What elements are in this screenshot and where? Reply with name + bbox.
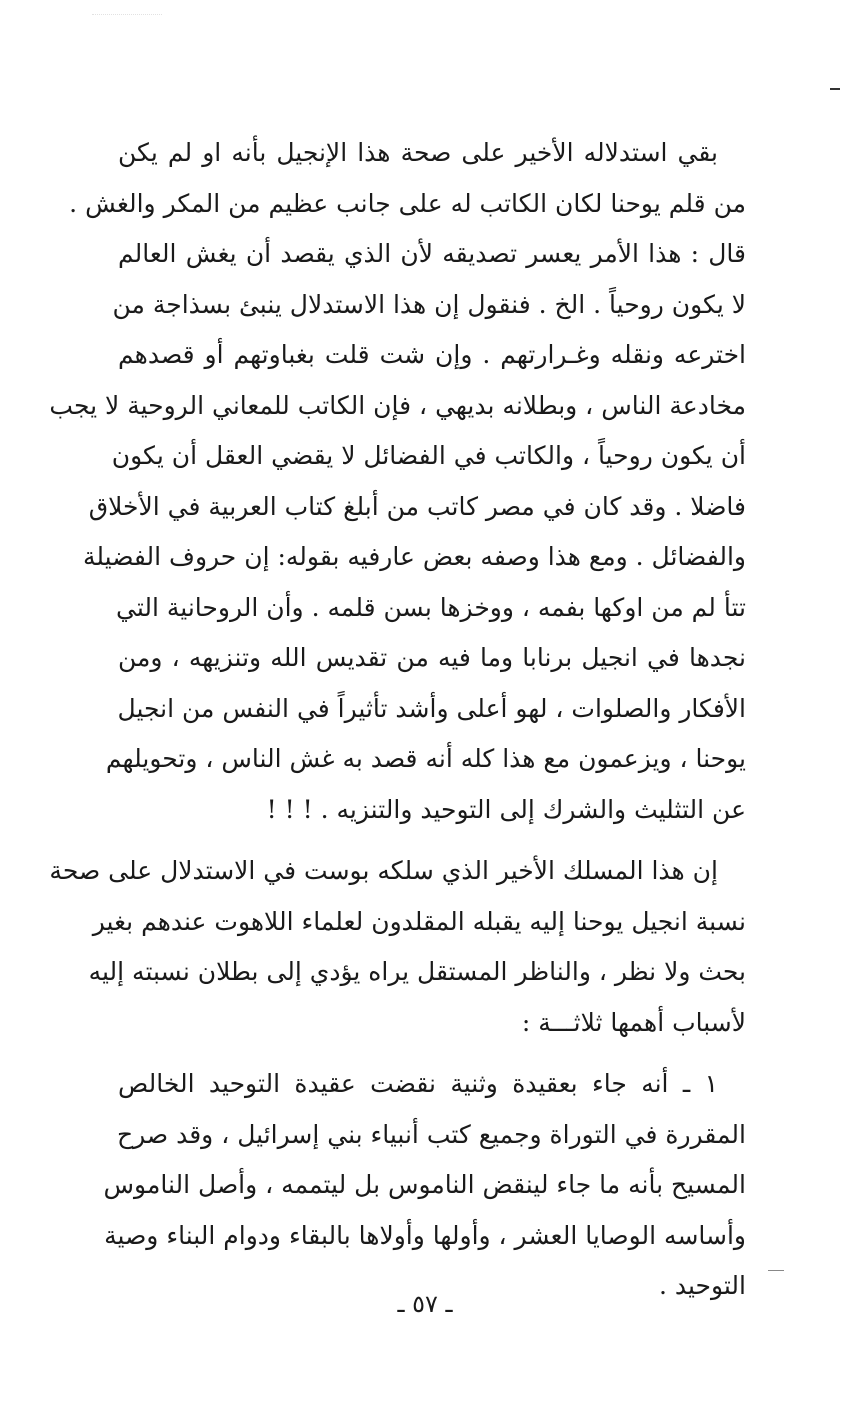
text-line: بحث ولا نظر ، والناظر المستقل يراه يؤدي إلى بطلان نسبته إليه	[88, 957, 746, 986]
text-line: ١ ـ أنه جاء بعقيدة وثنية نقضت عقيدة التوحيد الخالص	[118, 1069, 718, 1098]
paragraph-3	[103, 1059, 746, 1312]
text-line: المقررة في التوراة وجميع كتب أنبياء بني إسرائيل ، وقد صرح	[117, 1119, 746, 1149]
text-line: يوحنا ، ويزعمون مع هذا كله أنه قصد به غش الناس ، وتحويلهم	[105, 744, 746, 773]
paragraph-2	[49, 846, 746, 1048]
page-number: ـ ٥٧ ـ	[397, 1290, 453, 1318]
text-line: الأفكار والصلوات ، لهو أعلى وأشد تأثيراً في النفس من انجيل	[117, 693, 746, 723]
scan-corner-mark	[830, 88, 840, 90]
text-line: تتأ لم من اوكها بفمه ، ووخزها بسن قلمه . وأن الروحانية التي	[116, 592, 746, 622]
text-line: لا يكون روحياً . الخ . فنقول إن هذا الاستدلال ينبئ بسذاجة من	[112, 289, 746, 319]
text-line: مخادعة الناس ، وبطلانه بديهي ، فإن الكاتب للمعاني الروحية لا يجب	[49, 390, 746, 420]
scan-speck	[92, 14, 162, 23]
text-line: والفضائل . ومع هذا وصفه بعض عارفيه بقوله: إن حروف الفضيلة	[82, 542, 746, 571]
text-line: لأسباب أهمها ثلاثـــة :	[521, 1007, 746, 1037]
paragraph-1	[49, 128, 746, 835]
scan-dash-mark	[768, 1270, 784, 1271]
text-line: أن يكون روحياً ، والكاتب في الفضائل لا يقضي العقل أن يكون	[111, 441, 746, 470]
text-line: فاضلا . وقد كان في مصر كاتب من أبلغ كتاب العربية في الأخلاق	[88, 491, 746, 521]
text-line: عن التثليث والشرك إلى التوحيد والتنزيه . ! ! !	[266, 794, 746, 824]
text-line: بقي استدلاله الأخير على صحة هذا الإنجيل بأنه او لم يكن	[118, 138, 718, 167]
text-line: اخترعه ونقله وغـرارتهم . وإن شت قلت بغباوتهم أو قصدهم	[118, 340, 746, 369]
text-line: من قلم يوحنا لكان الكاتب له على جانب عظيم من المكر والغش .	[69, 188, 746, 218]
text-line: نجدها في انجيل برنابا وما فيه من تقديس الله وتنزيهه ، ومن	[118, 643, 746, 672]
text-line: المسيح بأنه ما جاء لينقض الناموس بل ليتممه ، وأصل الناموس	[103, 1170, 746, 1199]
text-line: وأساسه الوصايا العشر ، وأولها وأولاها بالبقاء ودوام البناء وصية	[104, 1220, 746, 1250]
page-body	[49, 128, 746, 1312]
text-line: إن هذا المسلك الأخير الذي سلكه بوست في الاستدلال على صحة	[49, 856, 718, 885]
text-line: التوحيد .	[658, 1271, 746, 1300]
text-line: قال : هذا الأمر يعسر تصديقه لأن الذي يقصد أن يغش العالم	[118, 239, 746, 268]
text-line: نسبة انجيل يوحنا إليه يقبله المقلدون لعلماء اللاهوت عندهم بغير	[92, 906, 746, 936]
